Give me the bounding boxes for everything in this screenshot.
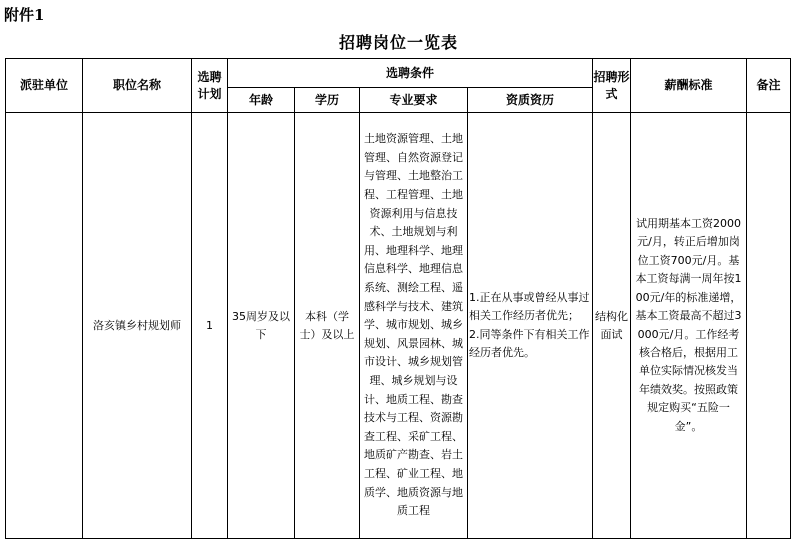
col-header-remark: 备注 [747,59,791,113]
cell-unit [6,113,83,539]
col-header-conditions: 选聘条件 [228,59,593,88]
qualification-item-1: 1.正在从事或曾经从事过相关工作经历者优先； [469,290,590,322]
annex-label: 附件1 [4,6,45,24]
col-header-unit: 派驻单位 [6,59,83,113]
recruitment-table [5,58,791,539]
header-row-1 [6,59,791,88]
document-title: 招聘岗位一览表 [338,33,458,52]
qualification-item-2: 2.同等条件下有相关工作经历者优先。 [469,327,590,359]
col-header-form: 招聘形式 [593,59,631,113]
col-header-age: 年龄 [228,88,295,113]
col-header-salary: 薪酬标准 [631,59,747,113]
cell-plan: 1 [192,113,228,539]
cell-education: 本科（学士）及以上 [295,113,360,539]
col-header-position: 职位名称 [83,59,192,113]
cell-age: 35周岁及以下 [228,113,295,539]
cell-position: 洛亥镇乡村规划师 [83,113,192,539]
cell-qualification [468,113,593,539]
cell-salary: 试用期基本工资2000元/月，转正后增加岗位工资700元/月。基本工资每满一周年按100元/年的标准递增，基本工资最高不超过3000元/月。工作经考核合格后，根据用工单位实际情况核发当年绩效奖。按照政策规定购买“五险一金”。 [631,113,747,539]
table-row [6,113,791,539]
cell-major: 土地资源管理、土地管理、自然资源登记与管理、土地整治工程、工程管理、土地资源利用与信息技术、土地规划与利用、地理科学、地理信息科学、地理信息系统、测绘工程、遥感科学与技术、建筑学、城市规划、城乡规划、风景园林、城市设计、城乡规划管理、城乡规划与设计、地质工程、勘查技术与工程、资源勘查工程、采矿工程、地质矿产勘查、岩土工程、矿业工程、地质学、地质资源与地质工程 [360,113,468,539]
cell-form: 结构化面试 [593,113,631,539]
col-header-major: 专业要求 [360,88,468,113]
cell-remark [747,113,791,539]
col-header-plan: 选聘计划 [192,59,228,113]
col-header-qualification: 资质资历 [468,88,593,113]
col-header-education: 学历 [295,88,360,113]
